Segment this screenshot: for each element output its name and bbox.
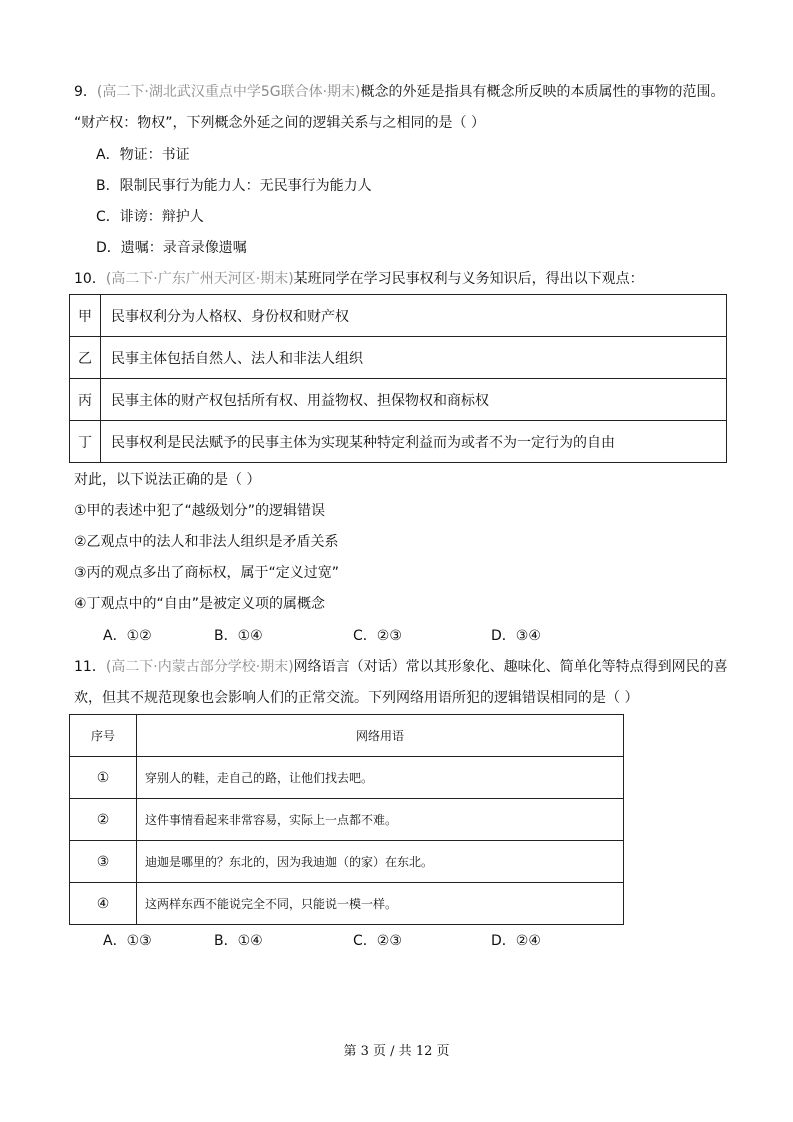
viewpoint-text: 民事权利是民法赋予的民事主体为实现某种特定利益而为或者不为一定行为的自由 (101, 421, 727, 463)
q9-source: (高二下·湖北武汉重点中学5G联合体·期末) (96, 84, 361, 100)
phrase-text: 这件事情看起来非常容易，实际上一点都不难。 (137, 799, 624, 841)
table-row (70, 799, 624, 841)
phrase-number: ③ (70, 841, 137, 883)
phrase-text: 这两样东西不能说完全不同，只能说一模一样。 (137, 883, 624, 925)
q11-number: 11． (74, 659, 106, 675)
header-number: 序号 (70, 715, 137, 757)
q10-question: 对此，以下说法正确的是（ ） (74, 472, 261, 488)
q10-number: 10． (74, 271, 106, 287)
q10-choice-d: D．③④ (491, 628, 541, 644)
viewpoint-text: 民事主体的财产权包括所有权、用益物权、担保物权和商标权 (101, 379, 727, 421)
viewpoint-text: 民事主体包括自然人、法人和非法人组织 (101, 337, 727, 379)
viewpoint-key: 丁 (70, 421, 101, 463)
q9-stem-part1: 概念的外延是指具有概念所反映的本质属性的事物的范围。 (360, 84, 725, 100)
table-row (70, 421, 727, 463)
phrase-number: ① (70, 757, 137, 799)
header-phrase: 网络用语 (137, 715, 624, 757)
q10-choice-c: C．②③ (353, 628, 402, 644)
q10-statement-3: ③丙的观点多出了商标权，属于“定义过宽” (74, 565, 340, 581)
q10-stem-text: 某班同学在学习民事权利与义务知识后，得出以下观点： (293, 271, 644, 287)
phrase-text: 迪迦是哪里的？东北的，因为我迪迦（的家）在东北。 (137, 841, 624, 883)
phrase-text: 穿别人的鞋，走自己的路，让他们找去吧。 (137, 757, 624, 799)
viewpoint-key: 乙 (70, 337, 101, 379)
q9-option-d: D．遗嘱：录音录像遗嘱 (96, 240, 247, 256)
viewpoint-key: 丙 (70, 379, 101, 421)
phrase-number: ② (70, 799, 137, 841)
q9-option-c: C．诽谤：辩护人 (96, 209, 204, 225)
q10-statement-4: ④丁观点中的“自由”是被定义项的属概念 (74, 596, 326, 612)
table-row (70, 883, 624, 925)
q9-option-b: B．限制民事行为能力人：无民事行为能力人 (96, 178, 372, 194)
table-header-row (70, 715, 624, 757)
table-row (70, 379, 727, 421)
q11-choice-b: B．①④ (214, 933, 263, 949)
q9-stem-line1 (74, 82, 725, 102)
table-row (70, 337, 727, 379)
phrase-number: ④ (70, 883, 137, 925)
q11-phrases-table (69, 714, 624, 925)
q11-source: (高二下·内蒙古部分学校·期末) (105, 659, 294, 675)
table-row (70, 757, 624, 799)
q10-source: (高二下·广东广州天河区·期末) (105, 271, 294, 287)
q10-viewpoints-table (69, 294, 727, 463)
q10-stem (74, 269, 644, 289)
q11-choice-d: D．②④ (491, 933, 541, 949)
q10-choice-a: A．①② (103, 628, 152, 644)
q11-choice-c: C．②③ (353, 933, 402, 949)
viewpoint-key: 甲 (70, 295, 101, 337)
q11-stem-line1 (74, 657, 728, 677)
q9-number: 9． (74, 84, 97, 100)
q11-choice-a: A．①③ (103, 933, 152, 949)
q10-statement-1: ①甲的表述中犯了“越级划分”的逻辑错误 (74, 503, 326, 519)
q11-stem-part1: 网络语言（对话）常以其形象化、趣味化、简单化等特点得到网民的喜 (293, 659, 728, 675)
q9-option-a: A．物证：书证 (96, 147, 190, 163)
q10-choice-b: B．①④ (214, 628, 263, 644)
q11-stem-line2: 欢，但其不规范现象也会影响人们的正常交流。下列网络用语所犯的逻辑错误相同的是（ ） (74, 690, 639, 706)
table-row (70, 295, 727, 337)
viewpoint-text: 民事权利分为人格权、身份权和财产权 (101, 295, 727, 337)
page-number-footer: 第 3 页 / 共 12 页 (343, 1044, 450, 1059)
q9-stem-line2: “财产权：物权”，下列概念外延之间的逻辑关系与之相同的是（ ） (74, 115, 485, 131)
table-row (70, 841, 624, 883)
q10-statement-2: ②乙观点中的法人和非法人组织是矛盾关系 (74, 534, 339, 550)
